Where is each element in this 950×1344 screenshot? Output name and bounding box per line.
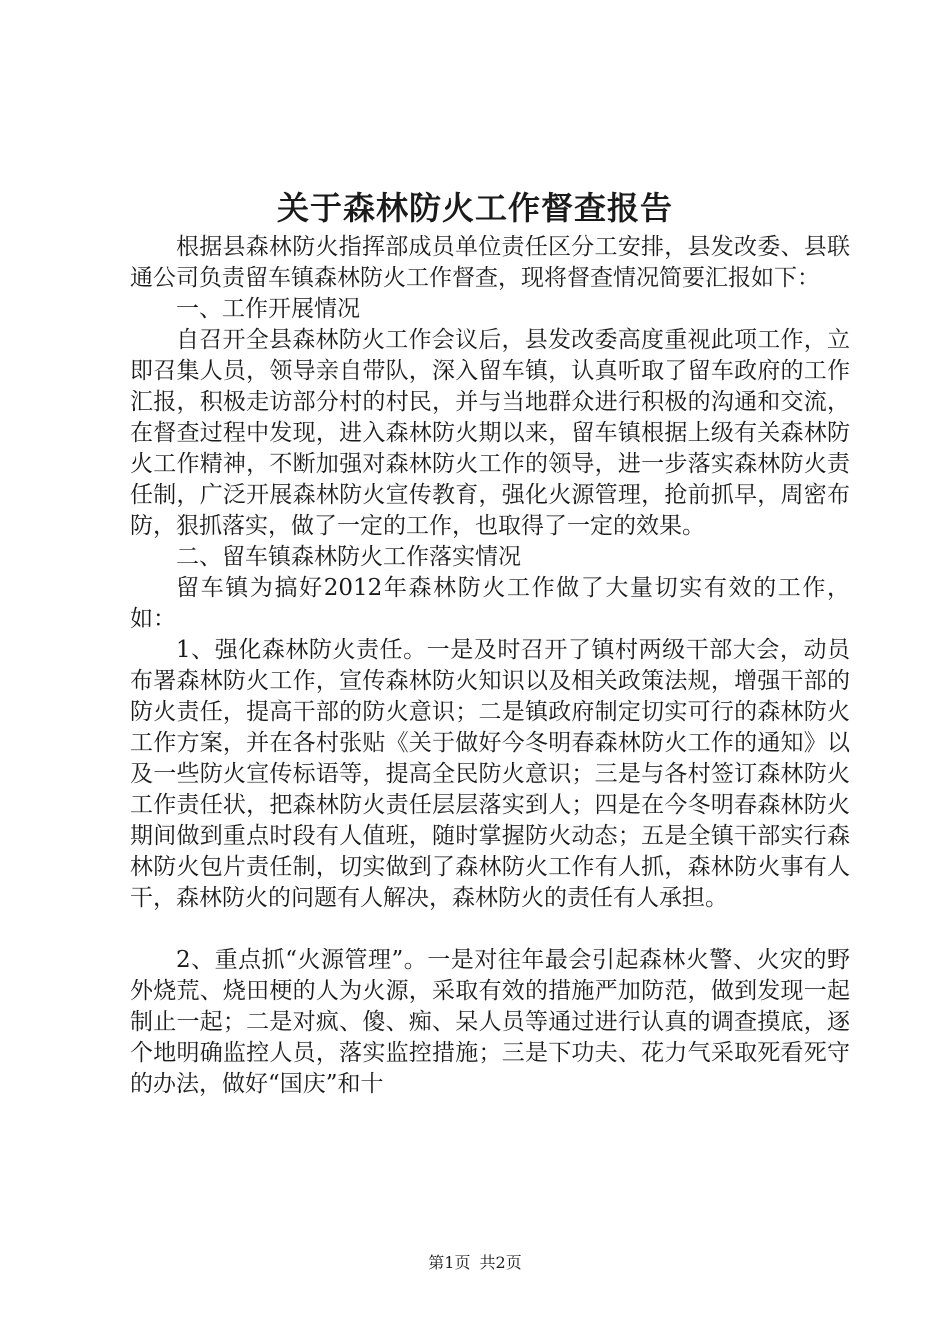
document-body xyxy=(130,232,850,1100)
document-title: 关于森林防火工作督查报告 xyxy=(276,189,673,227)
item-1-paragraph: 1、强化森林防火责任。一是及时召开了镇村两级干部大会，动员布署森林防火工作，宣传森林防火知识以及相关政策法规，增强干部的防火责任，提高干部的防火意识；二是镇政府制定切实可行的森林防火工作方案，并在各村张贴《关于做好今冬明春森林防火工作的通知》以及一些防火宣传标语等，提高全民防火意识；三是与各村签订森林防火工作责任状，把森林防火责任层层落实到人；四是在今冬明春森林防火期间做到重点时段有人值班，随时掌握防火动态；五是全镇干部实行森林防火包片责任制，切实做到了森林防火工作有人抓，森林防火事有人干，森林防火的问题有人解决，森林防火的责任有人承担。 xyxy=(130,637,850,911)
section-heading-1: 一、工作开展情况 xyxy=(176,296,360,322)
intro-paragraph: 根据县森林防火指挥部成员单位责任区分工安排，县发改委、县联通公司负责留车镇森林防火工作督查，现将督查情况简要汇报如下： xyxy=(130,234,850,291)
section-2-intro-paragraph: 留车镇为搞好2012年森林防火工作做了大量切实有效的工作，如： xyxy=(130,575,850,632)
item-2-paragraph: 2、重点抓“火源管理”。一是对往年最会引起森林火警、火灾的野外烧荒、烧田梗的人为火源，采取有效的措施严加防范，做到发现一起制止一起；二是对疯、傻、痴、呆人员等通过进行认真的调查摸底，逐个地明确监控人员，落实监控措施；三是下功夫、花力气采取死看死守的办法，做好“国庆”和十 xyxy=(130,947,850,1097)
page-footer xyxy=(0,1252,950,1274)
section-1-paragraph: 自召开全县森林防火工作会议后，县发改委高度重视此项工作，立即召集人员，领导亲自带队，深入留车镇，认真听取了留车政府的工作汇报，积极走访部分村的村民，并与当地群众进行积极的沟通和交流，在督查过程中发现，进入森林防火期以来，留车镇根据上级有关森林防火工作精神，不断加强对森林防火工作的领导，进一步落实森林防火责任制，广泛开展森林防火宣传教育，强化火源管理，抢前抓早，周密布防，狠抓落实，做了一定的工作，也取得了一定的效果。 xyxy=(130,327,850,539)
page-total: 共2页 xyxy=(479,1253,522,1272)
page-number: 第1页 xyxy=(428,1253,471,1272)
section-heading-2: 二、留车镇森林防火工作落实情况 xyxy=(176,544,521,570)
